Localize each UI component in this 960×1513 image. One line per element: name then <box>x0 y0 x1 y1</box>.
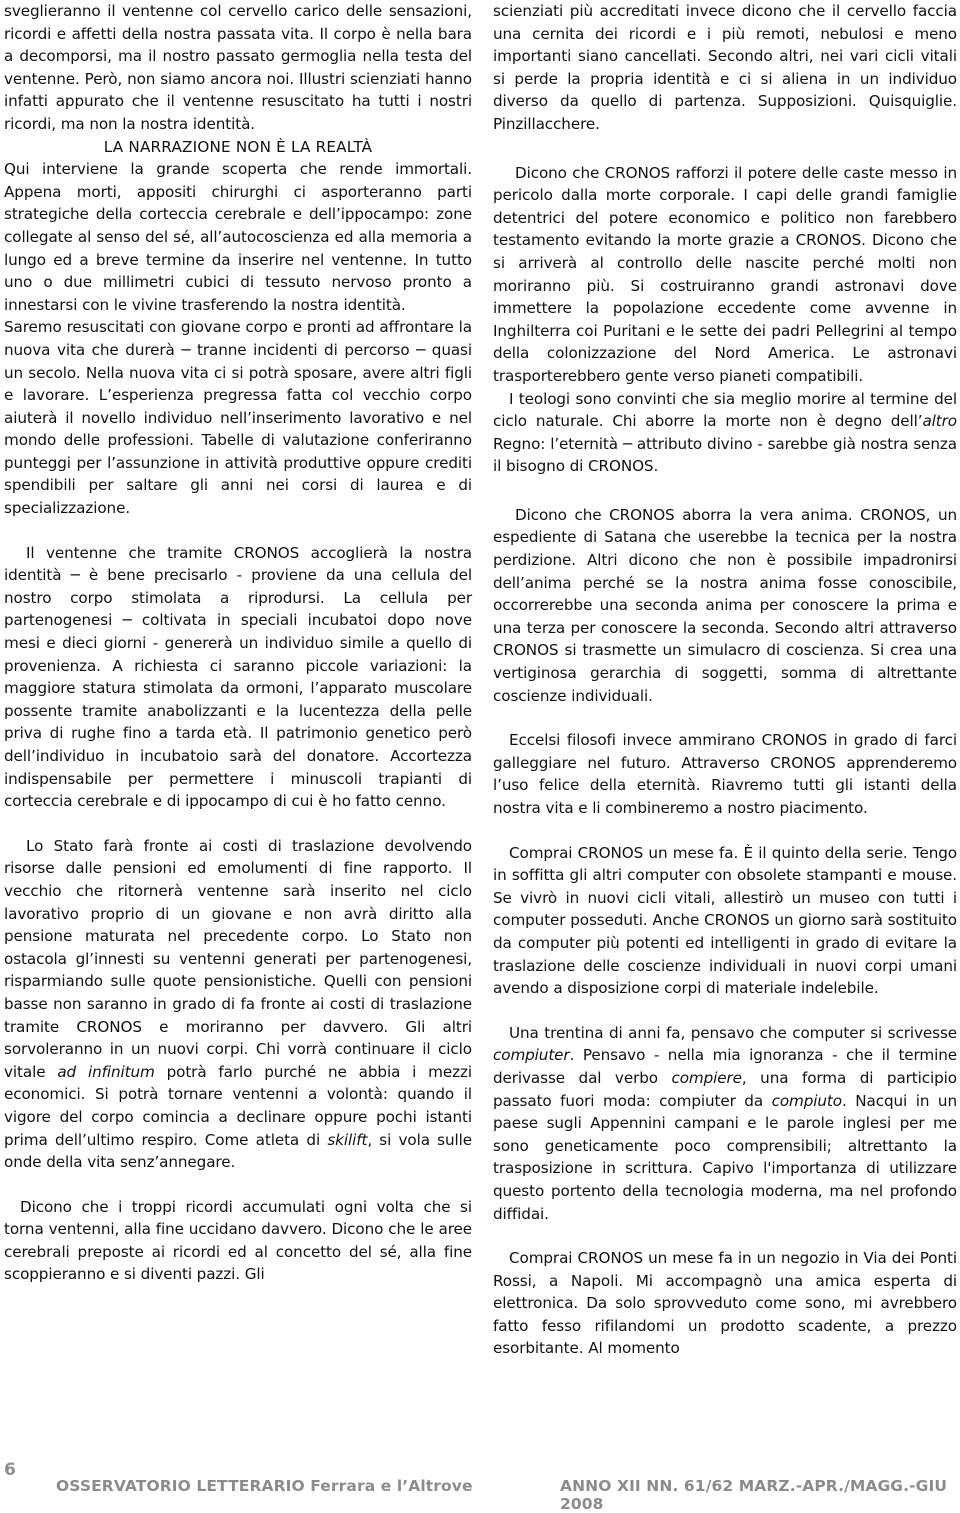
text-run: , si vola sulle onde della vita senz’annegare. <box>4 1130 472 1172</box>
paragraph: Qui interviene la grande scoperta che rende immortali. Appena morti, appositi chirurghi ci asporteranno parti strategiche della corteccia cerebrale e dell’ippocampo: zone collegate al senso del sé, all’autocoscienza ed alla memoria a lungo ed a breve termine da inserire nel ventenne. In tutto uno o due millimetri cubici di tessuto nervoso pronto a innestarsi con le vivine trasferendo la nostra identità. <box>4 160 472 314</box>
paragraph: Saremo resuscitati con giovane corpo e pronti ad affrontare la nuova vita che durerà ─ tranne incidenti di percorso ─ quasi un secolo. Nella nuova vita ci si potrà sposare, avere altri figli e lavorare. L’esperienza pregressa fatta col vecchio corpo aiuterà il novello individuo nell’inserimento lavorativo e nel mondo delle professioni. Tabelle di valutazione conferiranno punteggi per l’assunzione in attività produttive oppure crediti spendibili per saltare gli anni nei corsi di laurea e di specializzazione. <box>4 318 472 518</box>
text-run: Regno: l’eternità ─ attributo divino - sarebbe già nostra senza il bisogno di CRONOS. <box>493 434 957 476</box>
paragraph: Dicono che i troppi ricordi accumulati ogni volta che si torna ventenni, alla fine uccidano davvero. Dicono che le aree cerebrali preposte ai ricordi ed al concetto del sé, alla fine scoppieranno e si diventi pazzi. Gli <box>4 1197 472 1284</box>
page-number: 6 <box>4 1460 16 1480</box>
text-run: potrà farlo purché ne abbia i mezzi economici. Si potrà tornare ventenni a volontà: quando il vigore del corpo comincia a declinare oppure pochi istanti prima dell’ultimo respiro. Come atleta di <box>4 1062 472 1149</box>
italic-text: skilift <box>327 1130 368 1149</box>
paragraph <box>493 388 957 478</box>
paragraph: Dicono che CRONOS rafforzi il potere delle caste messo in pericolo dalla morte corporale. I capi delle grandi famiglie detentrici del potere economico e politico non farebbero testamento evitando la morte grazie a CRONOS. Dicono che si arriverà al controllo delle nascite perché molti non moriranno più. Si costruiranno grandi astronavi dove immettere la popolazione eccedente come avvenne in Inghilterra coi Puritani e le sette dei padri Pellegrini al tempo della colonizzazione del Nord America. Le astronavi trasporterebbero gente verso pianeti compatibili. <box>493 163 957 385</box>
italic-text: compiere <box>671 1068 742 1087</box>
text-run: , una forma di participio passato fuori moda: compiuter da <box>493 1068 957 1110</box>
publication-title: OSSERVATORIO LETTERARIO Ferrara e l’Altrove <box>56 1477 473 1495</box>
paragraph: Comprai CRONOS un mese fa in un negozio in Via dei Ponti Rossi, a Napoli. Mi accompagnò una amica esperta di elettronica. Da solo sprovveduto come sono, mi avrebbero fatto fesso rifilandomi un prodotto scadente, a prezzo esorbitante. Al momento <box>493 1249 957 1358</box>
italic-text: altro <box>922 412 957 431</box>
text-run: . Nacqui in un paese sugli Appennini campani e le parole inglesi per me sono geneticamente poco comprensibili; altrettanto la trasposizione in scrittura. Capivo l'importanza di utilizzare questo portento della tecnologia moderna, ma nel profondo diffidai. <box>493 1091 957 1223</box>
issue-info: ANNO XII NN. 61/62 MARZ.-APR./MAGG.-GIU 2008 <box>560 1477 948 1513</box>
paragraph: sveglieranno il ventenne col cervello carico delle sensazioni, ricordi e affetti della nostra passata vita. Il corpo è nella bara a decomporsi, ma il nostro passato germoglia nella testa del ventenne. Però, non siamo ancora noi. Illustri scienziati hanno infatti appurato che il ventenne resuscitato ha tutti i nostri ricordi, ma non la nostra identità. <box>4 2 472 133</box>
paragraph: Comprai CRONOS un mese fa. È il quinto della serie. Tengo in soffitta gli altri computer con obsolete stampanti e mouse. Se vivrò in nuovi cicli vitali, allestirò un museo con tutti i computer posseduti. Anche CRONOS un giorno sarà sostituito da computer più potenti ed intelligenti in grado di evitare la traslazione delle coscienze individuali in nuovi corpi umani avendo a disposizione corpi di materiale indelebile. <box>493 843 957 998</box>
paragraph: scienziati più accreditati invece dicono che il cervello faccia una cernita dei ricordi e i più remoti, nebulosi e meno importanti siano cancellati. Secondo altri, nei vari cicli vitali si perde la propria identità e ci si aliena in un individuo diverso da quello di partenza. Supposizioni. Quisquiglie. Pinzillacchere. <box>493 2 957 133</box>
right-column <box>493 0 957 1360</box>
left-column <box>4 0 472 1286</box>
paragraph <box>4 835 472 1174</box>
italic-text: ad infinitum <box>57 1062 155 1081</box>
paragraph: Il ventenne che tramite CRONOS accoglierà la nostra identità ─ è bene precisarlo - proviene da una cellula del nostro corpo stimolata a riprodursi. La cellula per partenogenesi ─ coltivata in speciali incubatoi dopo nove mesi e dieci giorni - genererà un individuo simile a quello di provenienza. A richiesta ci saranno piccole variazioni: la maggiore statura stimolata da ormoni, l’apparato muscolare possente tramite anabolizzanti e la lucentezza della pelle priva di rughe fino a tarda età. Il patrimonio genetico però dell’individuo in incubatoio sarà del donatore. Accortezza indispensabile per permettere i minuscoli trapianti di corteccia cerebrale e di ippocampo di cui è ho fatto cenno. <box>4 543 472 811</box>
page-footer <box>0 1456 960 1513</box>
text-run: Lo Stato farà fronte ai costi di traslazione devolvendo risorse dalle pensioni ed emolumenti di fine rapporto. Il vecchio che ritornerà ventenne sarà inserito nel ciclo lavorativo proprio di un giovane e non avrà diritto alla pensione maturata nel precedente corpo. Lo Stato non ostacola gl’innesti su ventenni generati per partenogenesi, risparmiando sulle quote pensionistiche. Quelli con pensioni basse non saranno in grado di fa fronte ai costi di traslazione tramite CRONOS e moriranno per davvero. Gli altri sorvoleranno in un nuovi corpi. Chi vorrà continuare il ciclo vitale <box>4 836 472 1081</box>
paragraph: Eccelsi filosofi invece ammirano CRONOS in grado di farci galleggiare nel futuro. Attraverso CRONOS apprenderemo l’uso felice della eternità. Riavremo tutti gli istanti della nostra vita e li combineremo a nostro piacimento. <box>493 731 957 817</box>
paragraph: Dicono che CRONOS aborra la vera anima. CRONOS, un espediente di Satana che userebbe la tecnica per la nostra perdizione. Altri dicono che non è possibile impadronirsi dell’anima perché se la nostra anima fosse conoscibile, occorrerebbe una seconda anima per conoscere la prima e una terza per conoscere la seconda. Secondo altri attraverso CRONOS si trasmette un simulacro di coscienza. Si crea una vertiginosa gerarchia di soggetti, somma di altrettante coscienze individuali. <box>493 505 957 705</box>
section-heading: LA NARRAZIONE NON È LA REALTÀ <box>103 137 373 156</box>
italic-text: compiuto <box>771 1091 842 1110</box>
text-run: I teologi sono convinti che sia meglio morire al termine del ciclo naturale. Chi aborre la morte non è degno dell’ <box>493 389 957 431</box>
text-run: Una trentina di anni fa, pensavo che computer si scrivesse <box>509 1023 957 1042</box>
text-run: . Pensavo - nella mia ignoranza - che il termine derivasse dal verbo <box>493 1046 957 1087</box>
italic-text: compiuter <box>493 1046 570 1065</box>
paragraph <box>493 1022 957 1225</box>
